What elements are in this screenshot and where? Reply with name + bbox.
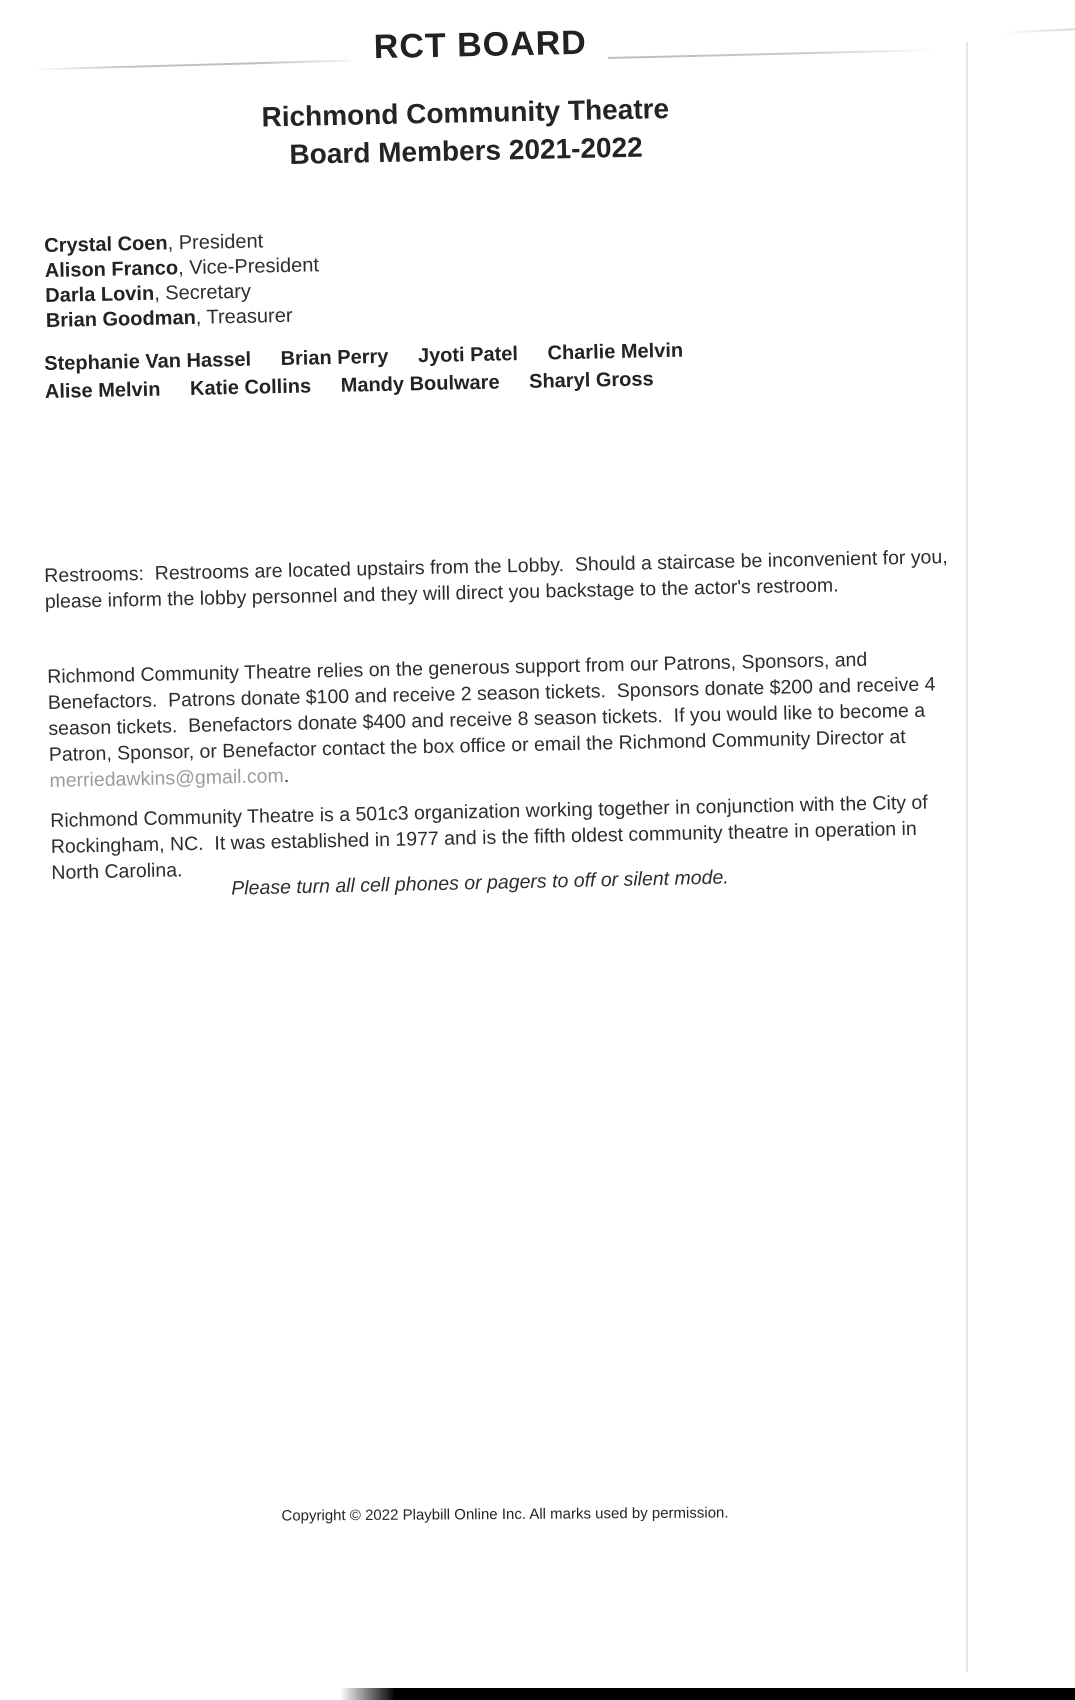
board-member: Sharyl Gross [528,368,654,393]
officer-role: , President [167,230,264,255]
officer-row-treasurer [46,303,321,334]
cell-phone-notice: Please turn all cell phones or pagers to off or silent mode. [231,866,729,900]
board-member: Charlie Melvin [547,339,684,365]
history-paragraph: Richmond Community Theatre is a 501c3 organization working together in conjunction with the City of Rockingham, NC. It was established in 1977 and is the fifth oldest community theatre in operation in North Carolina. [50,791,934,884]
board-member: Alise Melvin [44,378,161,403]
scan-artifact-corner-line [1002,28,1075,34]
officer-name: Darla Lovin [45,282,155,307]
board-member: Brian Perry [280,345,389,371]
scan-artifact-bottom-bar [340,1688,1075,1700]
page-section-title: RCT BOARD [373,23,588,67]
board-member: Jyoti Patel [417,343,519,368]
officer-name: Crystal Coen [44,232,168,257]
restrooms-paragraph: Restrooms: Restrooms are located upstairs from the Lobby. Should a staircase be inconvenient for you, please inform the lobby personnel and they will direct you backstage to the actor's restroom. [44,545,954,613]
officer-role: , Secretary [153,280,252,305]
board-member: Katie Collins [189,375,312,400]
document-title [0,85,931,180]
board-members-list [44,337,684,406]
officers-list [44,228,320,334]
board-member: Mandy Boulware [340,371,500,397]
board-member: Stephanie Van Hassel [44,348,252,375]
document-title-line1: Richmond Community Theatre [261,92,670,133]
scan-artifact-right-edge [966,42,968,1672]
director-email: merriedawkins@gmail.com [49,764,284,792]
officer-name: Alison Franco [44,257,179,282]
officer-name: Brian Goodman [45,306,197,332]
support-text-end: . [283,764,290,787]
support-paragraph [47,645,942,794]
officer-role: , Vice-President [177,254,320,280]
copyright-footer: Copyright © 2022 Playbill Online Inc. All marks used by permission. [281,1504,729,1525]
officer-role: , Treasurer [195,304,293,329]
support-text: Richmond Community Theatre relies on the generous support from our Patrons, Sponsors, and Benefactors. Patrons donate $100 and receive 2 season tickets. Sponsors donate $200 and receive 4 season tickets. Benefactors donate $400 and receive 8 season tickets. If you would like to become a Patron, Sponsor, or Benefactor contact the box office or email the Richmond Community Director at [47,648,942,766]
document-title-line2: Board Members 2021-2022 [289,131,644,170]
